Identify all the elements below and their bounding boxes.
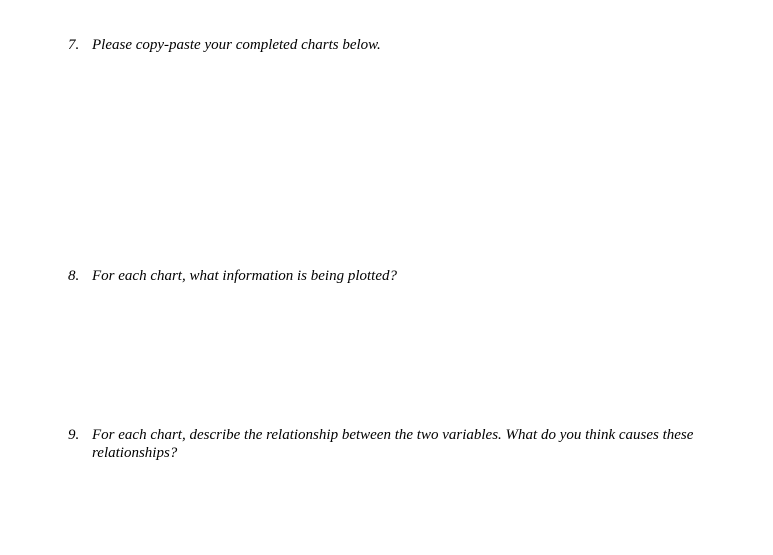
question-text: For each chart, describe the relationship between the two variables. What do you think causes these relationships? <box>92 427 694 461</box>
question-number: 8. <box>68 268 80 284</box>
question-text: Please copy-paste your completed charts below. <box>92 37 381 53</box>
question-number: 9. <box>68 427 80 443</box>
question-9 <box>68 426 708 462</box>
question-8 <box>68 267 708 285</box>
question-text: For each chart, what information is being plotted? <box>92 268 397 284</box>
question-number: 7. <box>68 37 80 53</box>
question-7 <box>68 36 708 54</box>
